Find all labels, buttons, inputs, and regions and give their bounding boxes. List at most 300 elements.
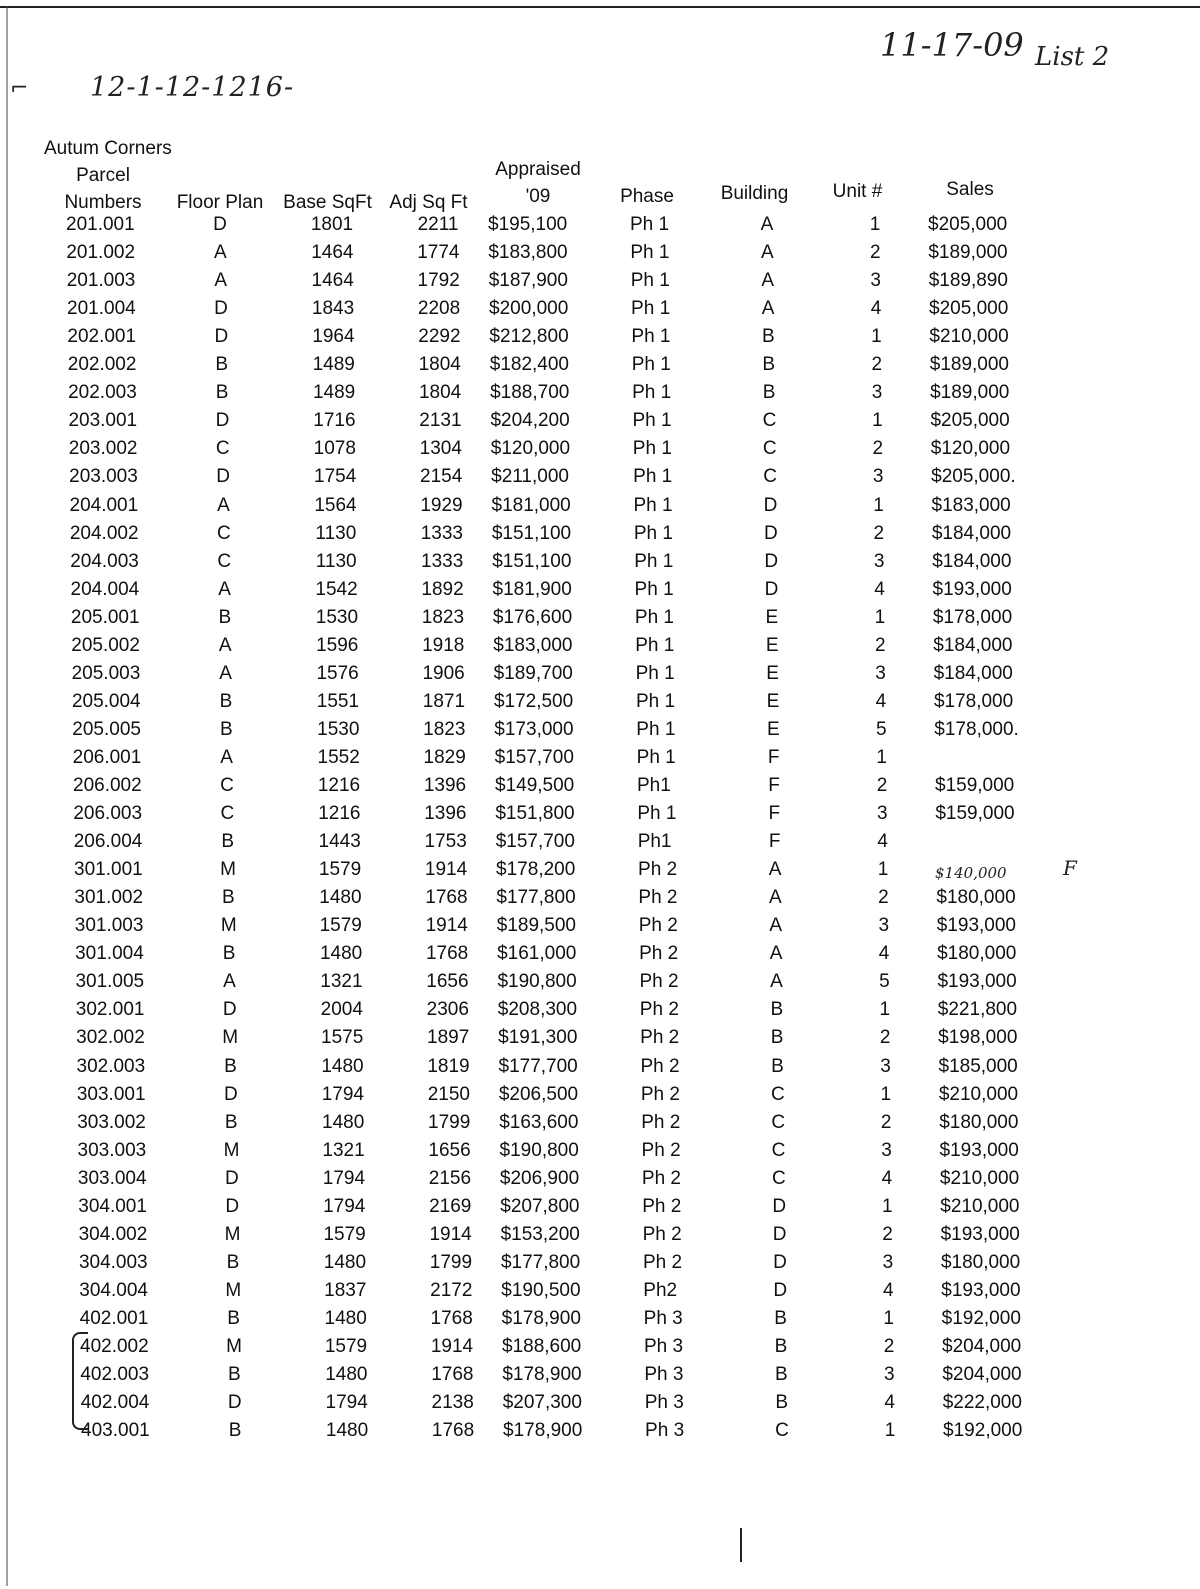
table-row — [0, 1056, 1200, 1084]
cell-building: F — [768, 775, 780, 796]
cell-appraised-value: $178,200 — [496, 859, 576, 881]
cell-building: D — [772, 1223, 787, 1245]
cell-adj-sqft: 1829 — [423, 746, 466, 768]
cell-unit-number: 4 — [877, 831, 888, 853]
table-row — [0, 1308, 1200, 1336]
cell-base-sqft: 1837 — [324, 1279, 367, 1301]
table-row — [0, 999, 1200, 1027]
cell-floor-plan: C — [220, 775, 234, 796]
table-row — [0, 298, 1200, 326]
cell-appraised-value: $195,100 — [488, 214, 568, 235]
cell-sale-price: $222,000 — [942, 1392, 1022, 1414]
cell-unit-number: 5 — [876, 718, 887, 740]
table-row — [0, 1224, 1200, 1252]
cell-parcel-number: 205.004 — [71, 690, 141, 712]
cell-unit-number: 2 — [874, 634, 886, 656]
cell-appraised-value: $181,900 — [492, 578, 572, 600]
cell-appraised-value: $172,500 — [493, 690, 574, 712]
cell-adj-sqft: 1768 — [430, 1307, 473, 1329]
cell-building: E — [766, 662, 779, 684]
cell-phase: Ph 1 — [635, 634, 675, 656]
header-adj-sqft: Adj Sq Ft — [389, 192, 468, 213]
cell-phase: Ph 2 — [642, 1251, 683, 1273]
cell-unit-number: 1 — [873, 494, 884, 516]
cell-sale-price: $205,000 — [929, 298, 1009, 320]
cell-building: C — [770, 1083, 785, 1105]
cell-adj-sqft: 2172 — [430, 1279, 473, 1301]
table-row — [0, 410, 1200, 438]
cell-base-sqft: 1480 — [321, 1055, 364, 1077]
cell-base-sqft: 1716 — [313, 410, 356, 432]
header-parcel-line2: Numbers — [64, 192, 142, 213]
cell-appraised-value: $149,500 — [495, 775, 575, 796]
cell-sale-price: $178,000 — [932, 606, 1013, 628]
cell-parcel-number: 206.003 — [73, 803, 143, 825]
cell-floor-plan: A — [223, 971, 236, 993]
cell-appraised-value: $206,900 — [499, 1167, 580, 1189]
cell-floor-plan: B — [226, 1251, 240, 1273]
cell-parcel-number: 201.003 — [66, 270, 136, 292]
cell-appraised-value: $189,700 — [493, 662, 573, 684]
cell-parcel-number: 206.004 — [73, 831, 143, 853]
table-row — [0, 382, 1200, 410]
cell-unit-number: 3 — [871, 382, 883, 404]
cell-parcel-number: 301.001 — [74, 859, 143, 881]
cell-phase: Ph 2 — [641, 1167, 681, 1189]
cell-adj-sqft: 1804 — [418, 354, 461, 376]
cell-adj-sqft: 1333 — [421, 550, 464, 572]
cell-unit-number: 1 — [869, 214, 881, 235]
cell-parcel-number: 303.001 — [76, 1083, 146, 1105]
cell-base-sqft: 1443 — [318, 831, 361, 853]
table-row — [0, 326, 1200, 354]
cell-phase: Ph 1 — [633, 522, 673, 544]
cell-base-sqft: 1579 — [318, 859, 362, 881]
cell-unit-number: 1 — [871, 326, 882, 348]
cell-sale-price: $205,000. — [931, 466, 1016, 488]
cell-floor-plan: D — [227, 1392, 242, 1414]
cell-appraised-value: $176,600 — [492, 606, 573, 628]
cell-unit-number: 2 — [883, 1336, 895, 1357]
table-row — [0, 971, 1200, 999]
cell-parcel-number: 205.003 — [71, 662, 141, 684]
cell-floor-plan: D — [213, 214, 227, 235]
cell-floor-plan: D — [225, 1195, 240, 1217]
cell-floor-plan: A — [220, 746, 233, 768]
cell-base-sqft: 1794 — [321, 1083, 364, 1105]
header-base-sqft: Base SqFt — [283, 192, 372, 213]
cell-unit-number: 1 — [880, 1083, 892, 1105]
cell-phase: Ph 1 — [636, 746, 676, 768]
cell-floor-plan: D — [223, 1083, 238, 1105]
table-row — [0, 214, 1200, 242]
cell-appraised-value: $177,700 — [498, 1055, 578, 1077]
cell-parcel-number: 402.004 — [80, 1392, 150, 1414]
cell-unit-number: 1 — [881, 1195, 893, 1217]
cell-phase: Ph 2 — [641, 1111, 681, 1133]
cell-floor-plan: B — [222, 887, 235, 909]
cell-appraised-value: $190,500 — [501, 1279, 581, 1301]
cell-sale-price: $189,000 — [930, 382, 1010, 404]
cell-adj-sqft: 1823 — [423, 718, 466, 740]
cell-base-sqft: 1480 — [322, 1111, 365, 1133]
cell-sale-price: $180,000 — [939, 1111, 1019, 1133]
cell-parcel-number: 202.001 — [67, 326, 137, 348]
cell-phase: Ph 1 — [637, 803, 677, 825]
cell-building: D — [763, 522, 778, 544]
cell-parcel-number: 204.004 — [70, 578, 140, 600]
cell-unit-number: 3 — [880, 1055, 891, 1077]
header-phase: Phase — [620, 186, 674, 207]
cell-adj-sqft: 2208 — [417, 298, 461, 320]
table-row — [0, 1112, 1200, 1140]
cell-parcel-number: 301.002 — [74, 887, 144, 909]
cell-building: D — [773, 1251, 787, 1273]
cell-building: F — [767, 746, 780, 768]
cell-base-sqft: 1754 — [314, 466, 357, 488]
cell-floor-plan: C — [217, 550, 232, 572]
cell-appraised-value: $157,700 — [494, 746, 574, 768]
cell-unit-number: 4 — [881, 1167, 893, 1189]
table-row — [0, 1196, 1200, 1224]
cell-base-sqft: 1530 — [317, 718, 360, 740]
cell-base-sqft: 1964 — [312, 326, 355, 348]
cell-floor-plan: B — [224, 1111, 238, 1133]
cell-adj-sqft: 1914 — [429, 1223, 472, 1245]
cell-parcel-number: 302.003 — [76, 1055, 146, 1077]
cell-phase: Ph 2 — [640, 1055, 680, 1077]
table-row — [0, 1420, 1200, 1448]
cell-phase: Ph 3 — [644, 1336, 684, 1357]
cell-parcel-number: 205.005 — [72, 718, 141, 740]
cell-unit-number: 1 — [872, 410, 883, 432]
table-row — [0, 551, 1200, 579]
cell-building: E — [766, 718, 780, 740]
cell-phase: Ph 2 — [641, 1139, 681, 1161]
cell-base-sqft: 1794 — [322, 1167, 366, 1189]
cell-appraised-value: $177,800 — [496, 887, 576, 909]
cell-sale-price: $185,000 — [938, 1055, 1018, 1077]
cell-phase: Ph1 — [637, 775, 671, 796]
cell-parcel-number: 403.001 — [81, 1420, 150, 1442]
cell-adj-sqft: 2131 — [419, 410, 462, 432]
cell-appraised-value: $191,300 — [498, 1027, 578, 1049]
header-floor-plan: Floor Plan — [176, 192, 264, 213]
cell-phase: Ph 2 — [639, 971, 679, 993]
cell-building: A — [761, 242, 774, 264]
header-sales: Sales — [946, 179, 994, 200]
cell-unit-number: 1 — [883, 1307, 894, 1329]
cell-appraised-value: $178,900 — [503, 1420, 583, 1442]
cell-phase: Ph2 — [643, 1279, 678, 1301]
cell-base-sqft: 1464 — [311, 270, 354, 292]
cell-parcel-number: 304.003 — [78, 1251, 148, 1273]
cell-unit-number: 2 — [876, 775, 888, 796]
cell-sale-price: $193,000 — [937, 971, 1017, 993]
cell-unit-number: 3 — [882, 1251, 894, 1273]
cell-base-sqft: 1216 — [318, 803, 361, 825]
cell-adj-sqft: 1914 — [425, 915, 468, 937]
cell-building: E — [765, 606, 779, 628]
cell-sale-price: $183,000 — [931, 494, 1011, 516]
cell-sale-price: $210,000 — [938, 1083, 1019, 1105]
cell-floor-plan: B — [224, 1055, 237, 1077]
cell-adj-sqft: 1906 — [422, 662, 465, 684]
cell-appraised-value: $151,100 — [492, 550, 572, 572]
cell-base-sqft: 1579 — [323, 1223, 366, 1245]
cell-parcel-number: 302.001 — [75, 999, 145, 1021]
cell-sale-price: $204,000 — [942, 1364, 1022, 1386]
cell-floor-plan: M — [224, 1223, 241, 1245]
cell-unit-number: 1 — [877, 859, 889, 881]
table-row — [0, 1027, 1200, 1055]
cell-appraised-value: $178,900 — [502, 1364, 582, 1386]
cell-phase: Ph 2 — [639, 943, 679, 965]
cell-adj-sqft: 1823 — [421, 606, 465, 628]
cell-sale-price: $192,000 — [943, 1420, 1023, 1442]
cell-adj-sqft: 1753 — [424, 831, 467, 853]
cell-base-sqft: 1489 — [312, 354, 355, 376]
cell-appraised-value: $161,000 — [497, 943, 577, 965]
cell-parcel-number: 201.004 — [67, 298, 136, 320]
cell-parcel-number: 203.003 — [69, 466, 138, 488]
handwritten-f-mark: F — [1063, 856, 1077, 880]
cell-base-sqft: 1596 — [316, 634, 359, 656]
cell-phase: Ph 2 — [640, 1083, 680, 1105]
cell-floor-plan: M — [222, 1027, 239, 1049]
table-row — [0, 579, 1200, 607]
cell-parcel-number: 204.002 — [69, 522, 139, 544]
cell-unit-number: 4 — [878, 943, 890, 965]
cell-phase: Ph 1 — [634, 606, 674, 628]
cell-adj-sqft: 2154 — [420, 466, 463, 488]
cell-base-sqft: 1480 — [323, 1251, 367, 1273]
cell-phase: Ph 2 — [638, 859, 678, 881]
cell-appraised-value: $153,200 — [500, 1223, 580, 1245]
cell-unit-number: 2 — [870, 242, 881, 264]
cell-appraised-value: $178,900 — [501, 1307, 581, 1329]
cell-sale-price: $193,000 — [940, 1223, 1020, 1245]
cell-floor-plan: A — [217, 494, 230, 516]
table-row — [0, 663, 1200, 691]
cell-adj-sqft: 1914 — [430, 1336, 474, 1357]
table-row — [0, 1392, 1200, 1420]
cell-phase: Ph 2 — [639, 999, 679, 1021]
cell-adj-sqft: 1768 — [425, 887, 468, 909]
cell-phase: Ph 1 — [630, 214, 670, 235]
cell-appraised-value: $200,000 — [489, 298, 569, 320]
cell-adj-sqft: 2156 — [428, 1167, 472, 1189]
cell-phase: Ph 3 — [645, 1420, 685, 1442]
cell-appraised-value: $211,000 — [491, 466, 569, 488]
cell-unit-number: 3 — [878, 915, 890, 937]
cell-building: A — [769, 915, 783, 937]
cell-floor-plan: B — [227, 1307, 240, 1329]
cell-unit-number: 2 — [880, 1111, 892, 1133]
cell-sale-price: $205,000 — [928, 214, 1008, 235]
cell-adj-sqft: 1918 — [422, 634, 465, 656]
cell-base-sqft: 1576 — [316, 662, 359, 684]
cell-unit-number: 2 — [879, 1027, 891, 1049]
table-row — [0, 803, 1200, 831]
header-appraised-line2: '09 — [525, 186, 551, 207]
table-row — [0, 1140, 1200, 1168]
cell-building: B — [771, 1055, 784, 1077]
handwritten-bracket — [72, 1332, 88, 1430]
cell-parcel-number: 302.002 — [76, 1027, 145, 1049]
cell-sale-price: $193,000 — [932, 578, 1012, 600]
cell-parcel-number: 402.002 — [80, 1336, 149, 1357]
table-row — [0, 915, 1200, 943]
cell-floor-plan: D — [215, 410, 230, 432]
handwritten-date: 11-17-09 — [880, 26, 1024, 64]
cell-building: B — [770, 1027, 784, 1049]
cell-adj-sqft: 1914 — [424, 859, 468, 881]
cell-phase: Ph 2 — [638, 915, 678, 937]
cell-parcel-number: 402.003 — [80, 1364, 150, 1386]
cell-floor-plan: A — [219, 662, 232, 684]
cell-unit-number: 2 — [871, 354, 883, 376]
cell-phase: Ph 1 — [636, 718, 676, 740]
cell-adj-sqft: 1396 — [423, 775, 467, 796]
handwritten-dash: ⌐ — [10, 76, 29, 101]
cell-floor-plan: M — [223, 1139, 240, 1161]
cell-adj-sqft: 2292 — [418, 326, 461, 348]
cell-floor-plan: B — [215, 354, 229, 376]
cell-floor-plan: A — [214, 270, 228, 292]
document-title: Autum Corners — [44, 138, 172, 159]
cell-unit-number: 3 — [881, 1139, 892, 1161]
cell-sale-price: $189,890 — [928, 270, 1008, 292]
cell-adj-sqft: 1396 — [424, 803, 467, 825]
cell-phase: Ph 1 — [632, 438, 672, 460]
cell-phase: Ph 2 — [638, 887, 678, 909]
cell-base-sqft: 1130 — [315, 550, 357, 572]
cell-parcel-number: 303.004 — [77, 1167, 147, 1189]
cell-unit-number: 1 — [874, 606, 886, 628]
cell-unit-number: 4 — [883, 1279, 894, 1301]
cell-building: A — [761, 298, 775, 320]
cell-sale-price: $184,000 — [933, 662, 1013, 684]
cell-base-sqft: 1480 — [325, 1420, 369, 1442]
cell-unit-number: 3 — [884, 1364, 895, 1386]
cell-parcel-number: 301.004 — [75, 943, 144, 965]
cell-base-sqft: 1464 — [311, 242, 354, 264]
cell-appraised-value: $206,500 — [498, 1083, 579, 1105]
cell-building: A — [770, 971, 783, 993]
table-row — [0, 1084, 1200, 1112]
cell-parcel-number: 204.001 — [69, 494, 139, 516]
table-row — [0, 1280, 1200, 1308]
cell-unit-number: 2 — [873, 522, 885, 544]
cell-sale-price: $210,000 — [939, 1167, 1020, 1189]
cell-base-sqft: 1579 — [324, 1336, 368, 1357]
cell-unit-number: 4 — [875, 690, 887, 712]
cell-building: D — [764, 578, 779, 600]
cell-adj-sqft: 1768 — [425, 943, 469, 965]
cell-unit-number: 1 — [876, 746, 887, 768]
cell-building: B — [762, 354, 776, 376]
cell-parcel-number: 201.002 — [66, 242, 136, 264]
cell-parcel-number: 303.002 — [77, 1111, 146, 1133]
cell-building: B — [774, 1336, 788, 1357]
cell-phase: Ph 1 — [631, 354, 671, 376]
cell-unit-number: 2 — [882, 1223, 893, 1245]
cell-appraised-value: $207,300 — [502, 1392, 582, 1414]
table-row — [0, 1252, 1200, 1280]
cell-floor-plan: B — [221, 831, 235, 853]
table-row — [0, 775, 1200, 803]
cell-base-sqft: 1130 — [315, 522, 357, 544]
cell-floor-plan: D — [214, 298, 228, 320]
scan-edge-top — [0, 6, 1200, 8]
table-row — [0, 242, 1200, 270]
header-building: Building — [720, 183, 789, 204]
cell-sale-price: $178,000. — [934, 718, 1019, 740]
cell-sale-price: $180,000 — [937, 943, 1017, 965]
cell-unit-number: 1 — [879, 999, 891, 1021]
cell-appraised-value: $190,800 — [499, 1139, 579, 1161]
table-row — [0, 859, 1200, 887]
cell-phase: Ph 2 — [642, 1223, 682, 1245]
cell-appraised-value: $183,800 — [488, 242, 568, 264]
cell-adj-sqft: 1892 — [421, 578, 464, 600]
cell-floor-plan: D — [225, 1167, 239, 1189]
cell-adj-sqft: 1774 — [417, 242, 460, 264]
cell-appraised-value: $187,900 — [488, 270, 568, 292]
cell-base-sqft: 1575 — [321, 1027, 364, 1049]
cell-phase: Ph1 — [637, 831, 672, 853]
cell-building: E — [766, 690, 780, 712]
page-mark — [740, 1528, 742, 1562]
cell-parcel-number: 206.002 — [73, 775, 142, 796]
cell-appraised-value: $207,800 — [500, 1195, 580, 1217]
cell-floor-plan: M — [226, 1336, 242, 1357]
cell-building: D — [764, 550, 779, 572]
cell-base-sqft: 1794 — [323, 1195, 366, 1217]
table-row — [0, 635, 1200, 663]
table-row — [0, 887, 1200, 915]
table-row — [0, 495, 1200, 523]
table-row — [0, 607, 1200, 635]
header-appraised — [488, 156, 588, 210]
cell-building: B — [762, 382, 776, 404]
cell-unit-number: 2 — [878, 887, 889, 909]
cell-parcel-number: 304.002 — [78, 1223, 148, 1245]
cell-appraised-value: $163,600 — [499, 1111, 579, 1133]
cell-parcel-number: 206.001 — [72, 746, 142, 768]
cell-parcel-number: 303.003 — [77, 1139, 147, 1161]
cell-floor-plan: A — [218, 578, 231, 600]
cell-parcel-number: 204.003 — [70, 550, 139, 572]
cell-building: D — [773, 1279, 788, 1301]
cell-adj-sqft: 1929 — [420, 494, 463, 516]
cell-sale-price: $184,000 — [932, 550, 1012, 572]
cell-sale-price: $210,000 — [929, 326, 1009, 348]
table-row — [0, 1336, 1200, 1364]
cell-adj-sqft: 1656 — [426, 971, 469, 993]
cell-building: E — [765, 634, 779, 656]
cell-sale-price: $184,000 — [931, 522, 1012, 544]
cell-building: B — [774, 1307, 787, 1329]
cell-adj-sqft: 2306 — [426, 999, 469, 1021]
cell-floor-plan: C — [215, 438, 230, 460]
cell-parcel-number: 301.005 — [75, 971, 145, 993]
cell-adj-sqft: 1799 — [428, 1111, 471, 1133]
cell-building: C — [762, 410, 777, 432]
handwritten-sale-note: $140,000 — [935, 864, 1007, 882]
cell-sale-price: $221,800 — [937, 999, 1018, 1021]
